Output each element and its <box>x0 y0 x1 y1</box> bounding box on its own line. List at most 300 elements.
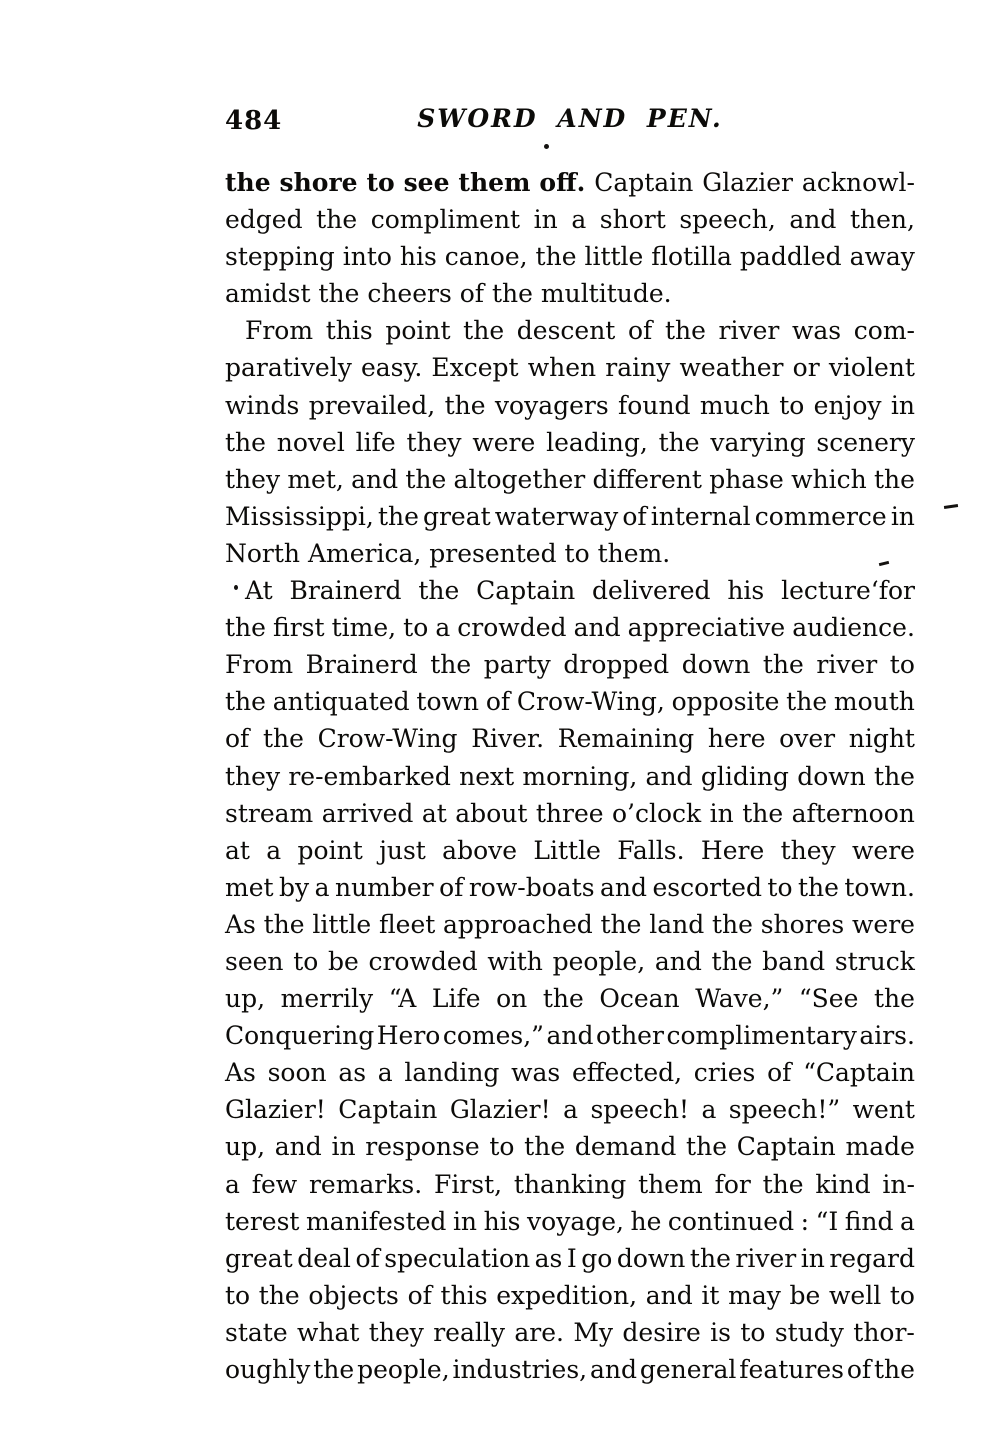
word: the <box>258 1280 300 1310</box>
word: the <box>786 687 828 717</box>
word: to <box>293 946 319 976</box>
word: point <box>385 316 451 346</box>
word: at <box>421 798 447 828</box>
word: it <box>701 1280 720 1310</box>
word: of <box>767 1058 792 1088</box>
word: town <box>416 687 480 717</box>
word: desire <box>622 1317 701 1347</box>
word: Life <box>431 984 481 1014</box>
word: soon <box>267 1058 327 1088</box>
word: to <box>225 1280 251 1310</box>
word: voyagers <box>494 390 609 420</box>
text-line <box>225 1203 915 1240</box>
word: down <box>616 1243 686 1273</box>
word: just <box>379 835 426 865</box>
word: and <box>589 1355 637 1384</box>
word: the <box>711 946 753 976</box>
word: Glazier! <box>449 1095 551 1125</box>
word: were <box>852 909 915 939</box>
word: of <box>846 1355 872 1384</box>
word: : <box>800 1206 810 1236</box>
text-line <box>225 164 915 201</box>
word: the <box>689 1243 731 1273</box>
word: of <box>225 724 250 754</box>
word: few <box>251 1169 298 1199</box>
word: Mississippi, <box>225 501 374 531</box>
word: features <box>739 1355 844 1384</box>
word: scenery <box>816 427 915 457</box>
word: First, <box>433 1169 503 1199</box>
page-number: 484 <box>225 106 283 136</box>
word: and <box>546 1021 594 1051</box>
word: opposite <box>671 687 780 717</box>
word: com- <box>853 316 915 346</box>
word: o’clock <box>612 798 702 828</box>
word: party <box>483 650 551 680</box>
word: state <box>225 1317 288 1347</box>
text-line <box>225 683 915 720</box>
word: River. <box>471 724 545 754</box>
word: speculation <box>384 1243 531 1273</box>
word: the <box>873 464 915 494</box>
word: little <box>584 242 644 272</box>
word: met <box>225 872 274 902</box>
word: to <box>403 613 429 643</box>
text-line <box>225 1128 915 1165</box>
word: at <box>225 835 250 865</box>
word: edged <box>225 205 303 235</box>
word: the <box>430 650 472 680</box>
word: different <box>592 464 702 494</box>
word: Hero <box>376 1021 441 1051</box>
word: stream <box>225 798 314 828</box>
word: oughly <box>225 1355 311 1384</box>
word: much <box>699 390 770 420</box>
text-line <box>225 943 915 980</box>
word: off. <box>539 168 586 197</box>
word: effected, <box>571 1058 683 1088</box>
word: crowded <box>368 946 478 976</box>
word: the <box>418 576 460 606</box>
word: in <box>452 1206 478 1236</box>
text-line: amidst the cheers of the multitude. <box>225 279 672 309</box>
word: winds <box>225 390 300 420</box>
word: go <box>581 1243 613 1273</box>
word: phase <box>709 464 784 494</box>
word: thor- <box>853 1317 915 1347</box>
word: the <box>600 909 642 939</box>
word: in <box>890 390 915 420</box>
word: voyage, <box>527 1206 624 1236</box>
word: a <box>435 613 451 643</box>
word: be <box>327 946 359 976</box>
word: Ocean <box>599 984 680 1014</box>
word: down <box>681 650 751 680</box>
word: to <box>740 1317 766 1347</box>
word: as <box>534 1243 563 1273</box>
word: the <box>797 872 839 902</box>
word: river <box>718 316 780 346</box>
word: Brainerd <box>289 576 402 606</box>
word: re-embarked <box>288 761 451 791</box>
word: as <box>338 1058 367 1088</box>
word: town. <box>844 872 915 902</box>
word: the <box>686 1132 727 1162</box>
word: by <box>279 872 310 902</box>
word: three <box>535 798 604 828</box>
word: the <box>542 984 584 1014</box>
word: My <box>573 1317 614 1347</box>
text-line <box>225 349 915 386</box>
text-line <box>225 646 915 683</box>
word: found <box>618 390 691 420</box>
word: people, <box>357 1355 450 1384</box>
word: the <box>664 316 706 346</box>
word: the <box>263 909 305 939</box>
word: in <box>709 798 734 828</box>
word: band <box>762 946 826 976</box>
word: delivered <box>592 576 711 606</box>
word: the <box>873 1355 915 1384</box>
text-line <box>225 720 915 757</box>
word: arrived <box>321 798 414 828</box>
word: this <box>325 316 373 346</box>
word: to <box>889 1280 915 1310</box>
word: and <box>274 1132 322 1162</box>
word: paddled <box>739 242 842 272</box>
text-line <box>225 1314 915 1351</box>
word: in <box>800 1243 825 1273</box>
word: and <box>654 946 702 976</box>
text-line <box>225 869 915 906</box>
word: a <box>266 835 282 865</box>
word: his <box>483 1206 521 1236</box>
word: to <box>889 650 915 680</box>
word: merrily <box>280 984 374 1014</box>
word: then, <box>849 205 915 235</box>
word: met, <box>287 464 344 494</box>
word: the <box>742 798 784 828</box>
word: the <box>535 242 577 272</box>
word: industries, <box>452 1355 588 1384</box>
word: the <box>658 427 700 457</box>
word: number <box>334 872 434 902</box>
word: when <box>527 353 597 383</box>
word: the <box>225 687 266 717</box>
word: paratively <box>225 353 352 383</box>
word: to <box>366 168 395 197</box>
word: and <box>600 872 648 902</box>
running-head-title: SWORD AND PEN. <box>417 104 723 133</box>
word: above <box>442 835 518 865</box>
word: demand <box>574 1132 677 1162</box>
word: them <box>458 168 531 197</box>
word: in <box>331 1132 356 1162</box>
word: expedition, <box>496 1280 638 1310</box>
word: regard <box>829 1243 915 1273</box>
word: violent <box>828 353 915 383</box>
word: over <box>779 724 836 754</box>
word: struck <box>834 946 915 976</box>
word: waterway <box>494 501 619 531</box>
word: on <box>496 984 528 1014</box>
word: time, <box>331 613 397 643</box>
word: varying <box>710 427 806 457</box>
word: great <box>225 1243 293 1273</box>
word: “I <box>815 1206 839 1236</box>
word: here <box>707 724 766 754</box>
text-line <box>225 461 915 498</box>
text-line <box>225 1351 915 1388</box>
word: well <box>829 1280 882 1310</box>
word: enjoy <box>813 390 882 420</box>
word: Except <box>431 353 519 383</box>
word: escorted <box>652 872 762 902</box>
word: morning, <box>522 761 638 791</box>
word: Glazier <box>702 168 794 197</box>
word: of <box>627 316 653 346</box>
word: went <box>852 1095 915 1125</box>
word: for <box>714 1169 751 1199</box>
word: audience. <box>792 613 915 643</box>
word: the <box>313 1355 355 1384</box>
word: to <box>489 1132 515 1162</box>
word: the <box>405 464 447 494</box>
word: river <box>735 1243 797 1273</box>
word: the <box>225 427 266 457</box>
word: to <box>779 390 805 420</box>
word: thanking <box>513 1169 627 1199</box>
word: At <box>245 576 273 606</box>
word: them <box>638 1169 703 1199</box>
word: compliment <box>370 205 521 235</box>
word: up, <box>225 1132 266 1162</box>
word: in- <box>882 1169 915 1199</box>
word: gliding <box>700 761 789 791</box>
word: and <box>351 464 399 494</box>
word: row-boats <box>468 872 595 902</box>
word: “Captain <box>803 1058 915 1088</box>
word: this <box>440 1280 488 1310</box>
word: Little <box>533 835 601 865</box>
word: terest <box>225 1206 300 1236</box>
word: of <box>407 1280 432 1310</box>
word: afternoon <box>791 798 915 828</box>
word: the <box>874 761 915 791</box>
word: Conquering <box>225 1021 375 1051</box>
word: Captain <box>476 576 576 606</box>
text-line <box>225 609 915 646</box>
word: may <box>728 1280 781 1310</box>
word: remarks. <box>308 1169 423 1199</box>
word: acknowl- <box>801 168 915 197</box>
word: rainy <box>605 353 671 383</box>
word: manifested <box>305 1206 447 1236</box>
word: they <box>780 835 836 865</box>
ink-dot-artifact <box>544 144 549 149</box>
word: was <box>511 1058 561 1088</box>
word: people, <box>552 946 646 976</box>
text-line <box>225 980 915 1017</box>
word: and <box>645 761 693 791</box>
word: little <box>312 909 372 939</box>
word: the <box>225 168 271 197</box>
word: were <box>852 835 915 865</box>
text-line <box>225 1054 915 1091</box>
word: shores <box>760 909 845 939</box>
word: appreciative <box>627 613 786 643</box>
word: river <box>816 650 878 680</box>
word: night <box>848 724 915 754</box>
word: a <box>900 1206 915 1236</box>
word: was <box>792 316 842 346</box>
page-header <box>225 104 915 142</box>
text-line <box>225 758 915 795</box>
word: Crow-Wing, <box>516 687 665 717</box>
word: commerce <box>754 501 887 531</box>
word: are. <box>514 1317 564 1347</box>
word: a <box>377 1058 393 1088</box>
text-line <box>225 387 915 424</box>
word: weather <box>679 353 784 383</box>
word: Captain <box>594 168 694 197</box>
word: the <box>873 984 915 1014</box>
word: stepping <box>225 242 335 272</box>
word: speech!” <box>728 1095 841 1125</box>
word: the <box>711 909 753 939</box>
word: first <box>273 613 325 643</box>
word: altogether <box>453 464 586 494</box>
word: Wave,” <box>695 984 784 1014</box>
text-line <box>225 795 915 832</box>
text-line <box>225 906 915 943</box>
word: he <box>630 1206 662 1236</box>
word: the <box>225 613 266 643</box>
word: general <box>639 1355 737 1384</box>
word: point <box>297 835 363 865</box>
word: his <box>727 576 765 606</box>
word: about <box>455 798 528 828</box>
word: the <box>524 1132 566 1162</box>
word: and <box>789 205 837 235</box>
word: short <box>599 205 666 235</box>
word: they <box>225 464 281 494</box>
word: in <box>533 205 558 235</box>
word: novel <box>276 427 345 457</box>
text-line <box>225 572 915 609</box>
word: descent <box>516 316 616 346</box>
word: canoe, <box>444 242 528 272</box>
word: life <box>355 427 396 457</box>
word: a <box>701 1095 717 1125</box>
word: in <box>890 501 915 531</box>
word: the <box>444 390 486 420</box>
word: next <box>459 761 515 791</box>
word: the <box>316 205 358 235</box>
word: approached <box>443 909 593 939</box>
word: really <box>433 1317 505 1347</box>
word: and <box>573 613 621 643</box>
word: of <box>485 687 511 717</box>
text-line <box>225 1091 915 1128</box>
word: his <box>399 242 437 272</box>
word: Here <box>700 835 765 865</box>
word: other <box>595 1021 664 1051</box>
word: up, <box>225 984 266 1014</box>
text-line <box>225 1017 915 1054</box>
word: seen <box>225 946 284 976</box>
word: the <box>762 1169 804 1199</box>
word: dropped <box>563 650 670 680</box>
word: with <box>487 946 543 976</box>
word: the <box>377 501 419 531</box>
word: Captain <box>736 1132 836 1162</box>
word: of <box>355 1243 380 1273</box>
word: comes,” <box>442 1021 544 1051</box>
text-line <box>225 424 915 461</box>
word: prevailed, <box>308 390 436 420</box>
text-line <box>225 201 915 238</box>
word: be <box>789 1280 821 1310</box>
word: antiquated <box>272 687 410 717</box>
word: easy. <box>360 353 423 383</box>
word: speech, <box>679 205 776 235</box>
word: internal <box>650 501 751 531</box>
word: they <box>368 1317 424 1347</box>
word: land <box>649 909 705 939</box>
word: Falls. <box>617 835 685 865</box>
word: a <box>225 1169 240 1199</box>
word: objects <box>308 1280 399 1310</box>
word: Captain <box>338 1095 438 1125</box>
word: is <box>710 1317 731 1347</box>
word: of <box>439 872 464 902</box>
word: they <box>406 427 462 457</box>
word: or <box>792 353 820 383</box>
word: “See <box>798 984 859 1014</box>
word: airs. <box>859 1021 915 1051</box>
word: kind <box>815 1169 871 1199</box>
text-line <box>225 1166 915 1203</box>
word: away <box>849 242 915 272</box>
word: into <box>342 242 392 272</box>
word: of <box>622 501 647 531</box>
text-line <box>225 238 915 275</box>
word: made <box>845 1132 915 1162</box>
word: shore <box>279 168 358 197</box>
word: great <box>422 501 491 531</box>
word: Glazier! <box>225 1095 326 1125</box>
text-line <box>225 1277 915 1314</box>
word: see <box>403 168 450 197</box>
word: mouth <box>833 687 915 717</box>
word: flotilla <box>651 242 732 272</box>
word: Remaining <box>557 724 695 754</box>
word: Crow-Wing <box>317 724 458 754</box>
word: “A <box>388 984 417 1014</box>
word: crowded <box>457 613 567 643</box>
word: As <box>225 1058 256 1088</box>
text-line: North America, presented to them. <box>225 538 671 568</box>
word: continued <box>667 1206 795 1236</box>
text-line <box>225 832 915 869</box>
word: deal <box>297 1243 351 1273</box>
text-block <box>225 164 915 1388</box>
word: cries <box>693 1058 756 1088</box>
word: leading, <box>546 427 648 457</box>
word: a <box>571 205 587 235</box>
word: the <box>463 316 505 346</box>
